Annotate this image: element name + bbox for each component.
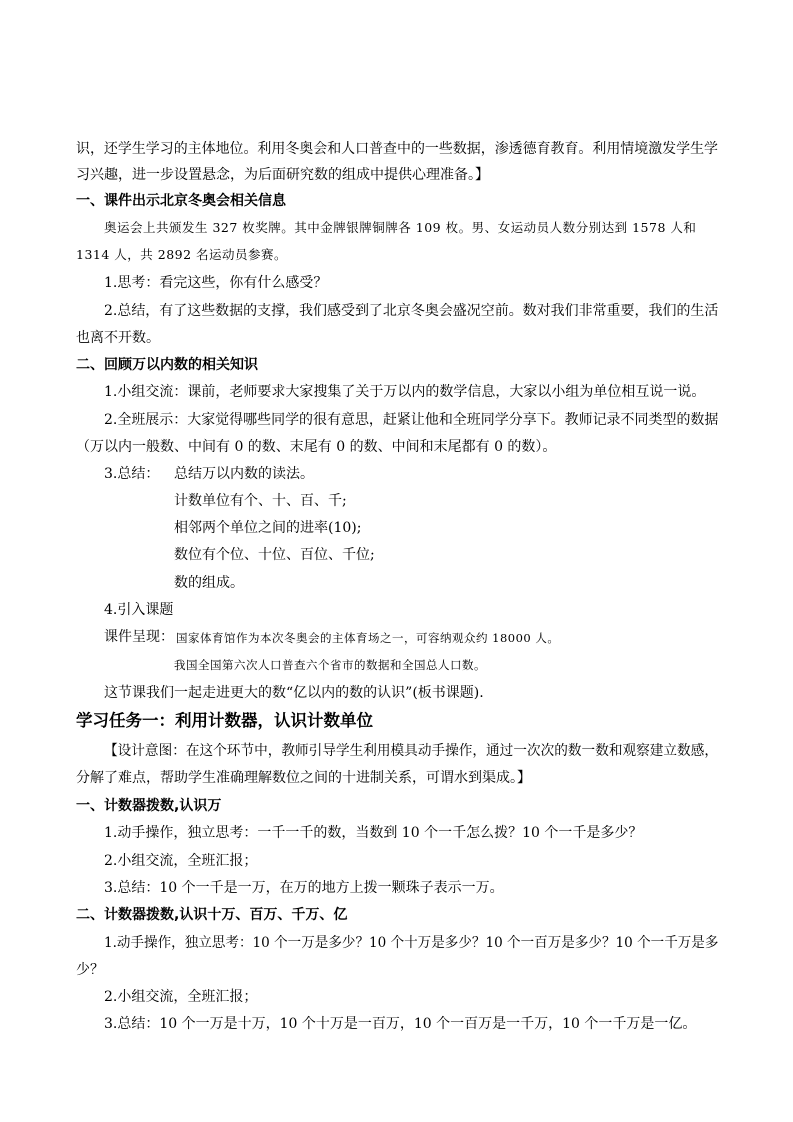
task-heading: 学习任务一：利用计数器，认识计数单位 bbox=[76, 711, 373, 730]
intro-line-1: 识，还学生学习的主体地位。利用冬奥会和人口普查中的一些数据，渗透德育教育。利用情境激发学生学 bbox=[76, 141, 719, 157]
section-heading: 一、计数器拨数,认识万 bbox=[76, 798, 222, 814]
list-item: 2.小组交流，全班汇报； bbox=[104, 989, 258, 1005]
list-item-continuation: 也离不开数。 bbox=[76, 330, 160, 346]
summary-line: 总结万以内数的读法。 bbox=[174, 466, 314, 482]
list-item: 2.全班展示：大家觉得哪些同学的很有意思，赶紧让他和全班同学分享下。教师记录不同类型的数据 bbox=[104, 412, 719, 428]
summary-line: 相邻两个单位之间的进率(10); bbox=[174, 520, 362, 536]
slide-text: 国家体育馆作为本次冬奥会的主体育场之一，可容纳观众约 18000 人。 bbox=[176, 631, 560, 645]
list-item: 2.总结，有了这些数据的支撑，我们感受到了北京冬奥会盛况空前。数对我们非常重要，我们的生活 bbox=[104, 303, 719, 319]
list-item: 3.总结：10 个一万是十万，10 个十万是一百万，10 个一百万是一千万，10 个一千万是一亿。 bbox=[104, 1016, 697, 1032]
list-item-continuation: （万以内一般数、中间有 0 的数、末尾有 0 的数、中间和末尾都有 0 的数）。 bbox=[76, 439, 557, 455]
olympics-info-line-2: 1314 人，共 2892 名运动员参赛。 bbox=[76, 247, 288, 262]
design-intent-line-2: 分解了难点，帮助学生准确理解数位之间的十进制关系，可谓水到渠成。】 bbox=[76, 770, 531, 786]
list-item: 1.思考：看完这些，你有什么感受？ bbox=[104, 275, 328, 291]
list-item: 4.引入课题 bbox=[104, 602, 174, 618]
closing-line: 这节课我们一起走进更大的数“亿以内的数的认识”(板书课题). bbox=[104, 685, 484, 701]
summary-line: 数的组成。 bbox=[174, 575, 244, 591]
section-heading: 一、课件出示北京冬奥会相关信息 bbox=[76, 193, 286, 209]
list-item-continuation: 少？ bbox=[76, 962, 104, 978]
olympics-info-line-1: 奥运会上共颁发生 327 枚奖牌。其中金牌银牌铜牌各 109 枚。男、女运动员人数分别达到 1578 人和 bbox=[104, 220, 697, 235]
summary-label: 3.总结： bbox=[104, 466, 160, 482]
summary-line: 数位有个位、十位、百位、千位; bbox=[174, 547, 375, 563]
list-item: 3.总结：10 个一千是一万，在万的地方上拨一颗珠子表示一万。 bbox=[104, 880, 504, 896]
summary-line: 计数单位有个、十、百、千; bbox=[174, 493, 347, 509]
intro-line-2: 习兴趣，进一步设置悬念，为后面研究数的组成中提供心理准备。】 bbox=[76, 167, 489, 183]
slide-label: 课件呈现： bbox=[104, 629, 174, 645]
list-item: 1.小组交流：课前，老师要求大家搜集了关于万以内的数学信息，大家以小组为单位相互说一说。 bbox=[104, 384, 706, 400]
section-heading: 二、计数器拨数,认识十万、百万、千万、亿 bbox=[76, 907, 348, 923]
list-item: 2.小组交流，全班汇报； bbox=[104, 853, 258, 869]
slide-text: 我国全国第六次人口普查六个省市的数据和全国总人口数。 bbox=[174, 658, 486, 672]
list-item: 1.动手操作，独立思考：一千一千的数，当数到 10 个一千怎么拨？10 个一千是多少？ bbox=[104, 825, 643, 841]
section-heading: 二、回顾万以内数的相关知识 bbox=[76, 357, 258, 373]
list-item: 1.动手操作，独立思考：10 个一万是多少？10 个十万是多少？10 个一百万是多少？10 个一千万是多 bbox=[104, 935, 719, 951]
design-intent-line-1: 【设计意图：在这个环节中，教师引导学生利用模具动手操作，通过一次次的数一数和观察建立数感， bbox=[104, 743, 718, 759]
